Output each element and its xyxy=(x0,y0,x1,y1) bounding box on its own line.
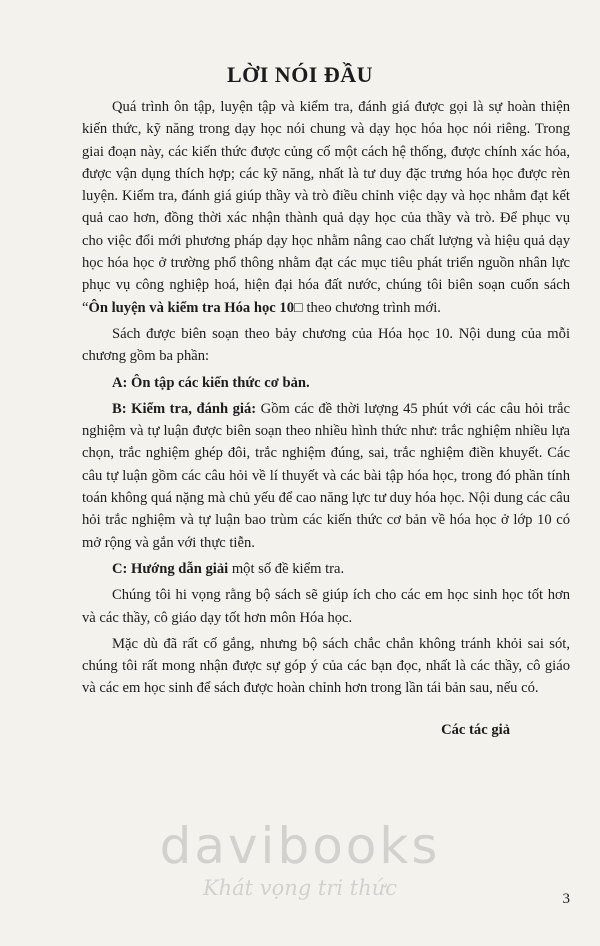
intro-text-end: theo chương trình mới. xyxy=(302,299,441,316)
section-a-heading: A: Ôn tập các kiến thức cơ bản. xyxy=(112,374,310,391)
section-c-text: một số đề kiểm tra. xyxy=(228,560,345,577)
missing-glyph: □ xyxy=(294,299,303,316)
section-b-heading: B: Kiểm tra, đánh giá: xyxy=(112,400,257,417)
paragraph-hope: Chúng tôi hi vọng rằng bộ sách sẽ giúp ích cho các em học sinh học tốt hơn và các thầy, cô giáo dạy tốt hơn môn Hóa học. xyxy=(82,587,570,626)
page-number: 3 xyxy=(562,891,570,907)
watermark xyxy=(150,817,450,900)
section-b xyxy=(82,398,570,554)
section-c xyxy=(82,558,570,580)
intro-text: Quá trình ôn tập, luyện tập và kiểm tra, đánh giá được gọi là sự hoàn thiện kiến thức, kỹ năng trong dạy học nói chung và dạy học hóa học nói riêng. Trong giai đoạn này, các kiến thức được củng cố một cách hệ thống, được chính xác hóa, được vận dụng thích hợp; các kỹ năng, nhất là tư duy đặc trưng hóa học được rèn luyện. Kiểm tra, đánh giá giúp thầy và trò điều chỉnh việc dạy và học nhằm đạt kết quả cao hơn, đồng thời xác nhận thành quả dạy học của thầy và trò. Để phục vụ cho việc đổi mới phương pháp dạy học nhằm nâng cao chất lượng và hiệu quả dạy học hóa học ở trường phổ thông nhằm đạt các mục tiêu phát triển nguồn nhân lực phục vụ công nghiệp hoá, hiện đại hóa đất nước, chúng tôi biên soạn cuốn sách “ xyxy=(82,99,570,316)
preface-body xyxy=(82,96,570,704)
page-title: LỜI NÓI ĐẦU xyxy=(226,62,374,87)
watermark-brand: davibooks xyxy=(159,817,441,875)
watermark-slogan: Khát vọng tri thức xyxy=(202,876,398,900)
paragraph-apology: Mặc dù đã rất cố gắng, nhưng bộ sách chắc chắn không tránh khỏi sai sót, chúng tôi rất mong nhận được sự góp ý của các bạn đọc, nhất là các thầy, cô giáo và các em học sinh để sách được hoàn chỉnh hơn trong lần tái bản sau, nếu có. xyxy=(82,635,570,697)
section-c-heading: C: Hướng dẫn giải xyxy=(112,560,229,577)
author-signature: Các tác giả xyxy=(441,722,510,738)
paragraph-intro xyxy=(82,96,570,319)
book-title: Ôn luyện và kiểm tra Hóa học 10 xyxy=(88,299,295,316)
paragraph-structure: Sách được biên soạn theo bảy chương của Hóa học 10. Nội dung của mỗi chương gồm ba phần: xyxy=(82,325,570,365)
section-a xyxy=(82,372,570,394)
section-b-text: Gồm các đề thời lượng 45 phút với các câu hỏi trắc nghiệm và tự luận được biên soạn theo nhiều hình thức như: trắc nghiệm nhiều lựa chọn, trắc nghiệm ghép đôi, trắc nghiệm đúng, sai, trắc nghiệm điền khuyết. Các câu tự luận gồm các câu hỏi về lí thuyết và các bài tập hóa học, trong đó phần tính toán không quá nặng mà chủ yếu để cao năng lực tư duy hóa học. Nội dung các câu hỏi trắc nghiệm và tự luận bao trùm các kiến thức cơ bản về hóa học ở lớp 10 có mở rộng và gắn với thực tiễn. xyxy=(82,400,570,551)
